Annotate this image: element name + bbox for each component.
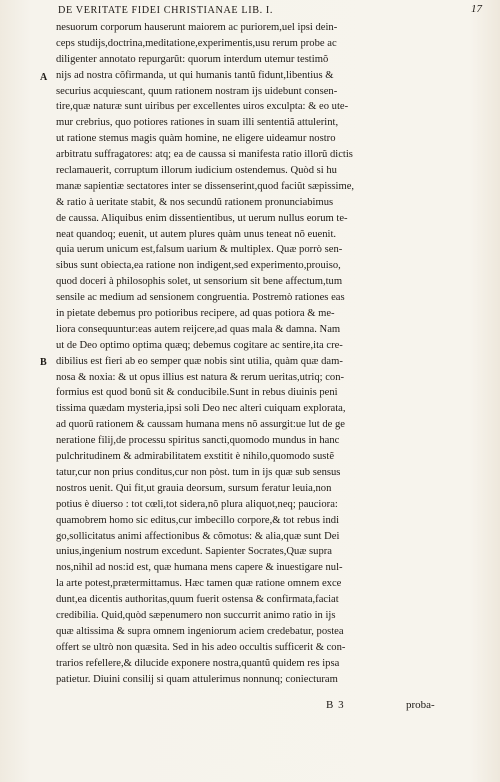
text-line: sibus sunt obiecta,ea ratione non indigent,sed experimento,prouiso, bbox=[56, 260, 341, 272]
page-number: 17 bbox=[471, 3, 482, 15]
text-line: tatur,cur non prius conditus,cur non pòst. tum in ijs quæ sub sensus bbox=[56, 466, 341, 478]
text-line: potius è diuerso : tot cœli,tot sidera,nõ plura aliquot,neq; pauciora: bbox=[56, 498, 338, 510]
text-line: nosa & noxia: & ut opus illius est natura & rerum ueritas,utriq; con- bbox=[56, 371, 345, 383]
text-line: go,sollicitatus animi affectionibus & cõmotus: & alia,quæ sunt Dei bbox=[56, 530, 340, 542]
text-line: dibilius est fieri ab eo semper quæ nobis sint utilia, quàm quæ dam- bbox=[56, 355, 343, 367]
text-block bbox=[56, 20, 466, 687]
text-line: ceps studijs,doctrina,meditatione,experimentis,usu rerum probe ac bbox=[56, 37, 337, 49]
text-line: diligenter annotato repurgarũt: quorum interdum utemur testimõ bbox=[56, 53, 329, 65]
text-line: nesuorum corporum hauserunt maiorem ac puriorem,uel ipsi dein- bbox=[56, 22, 338, 33]
text-line: quæ altissima & supra omnem ingeniorum aciem credebatur, postea bbox=[56, 625, 344, 637]
text-line: ad quorũ rationem & caussam humana mens nõ assurgit:ue lut de ge bbox=[56, 419, 346, 431]
text-line: trarios refellere,& dilucide exponere nostra,quantũ quidem res ipsa bbox=[56, 657, 340, 669]
text-line: credibilia. Quid,quòd sæpenumero non succurrit animo ratio in ijs bbox=[56, 609, 336, 621]
text-line: pulchritudinem & admirabilitatem exstitit è nihilo,quomodo sustẽ bbox=[56, 451, 335, 463]
text-line: unius,ingenium nostrum excedunt. Sapienter Socrates,Quæ supra bbox=[56, 546, 332, 558]
running-title: DE VERITATE FIDEI CHRISTIANAE LIB. I. bbox=[58, 5, 274, 16]
text-line: dunt,ea dicentis authoritas,quum fuerit ostensa & confirmata,faciat bbox=[56, 594, 339, 606]
text-line: ut ratione stemus magis quàm homine, ne eligere uideamur nostro bbox=[56, 133, 336, 145]
text-line: nostros uenit. Qui fit,ut grauia deorsum, sursum feratur leuia,non bbox=[56, 482, 332, 494]
text-line: neratione filij,de processu spiritus sancti,quomodo mundus in hanc bbox=[56, 435, 340, 447]
margin-marker-a: A bbox=[40, 72, 48, 83]
signature-mark: B 3 bbox=[326, 699, 345, 711]
text-line: patietur. Diuini consilij si quam attulerimus nonnunq; coniecturam bbox=[56, 673, 338, 685]
text-line: manæ sapientiæ sectatores inter se dissenserint,quod faciũt sæpissime, bbox=[56, 180, 355, 192]
text-line: tissima quædam mysteria,ipsi soli Deo nec alteri cuiquam explorata, bbox=[56, 403, 346, 415]
text-line: nijs ad nostra cõfirmanda, ut qui humanis tantũ fidunt,libentius & bbox=[56, 69, 334, 81]
text-line: sensile ac medium ad sensionem congruentia. Postremò rationes eas bbox=[56, 292, 345, 304]
text-line: arbitratu suffragatores: atq; ea de caussa si manifesta ratio illorũ dictis bbox=[56, 149, 353, 161]
catchword: proba- bbox=[406, 699, 435, 711]
text-line: mur crebrius, quo potiores rationes in suam illi sententiã attulerint, bbox=[56, 117, 339, 129]
text-line: in pietate debemus pro potioribus recipere, ad quas potiora & me- bbox=[56, 308, 335, 320]
text-line: quamobrem homo sic editus,cur imbecillo corpore,& tot rebus indi bbox=[56, 514, 340, 526]
text-line: ut de Deo optimo optima quæq; debemus cogitare ac sentire,ita cre- bbox=[56, 339, 343, 351]
text-line: offert se ultrò non quæsita. Sed in his adeo occultis sufficerit & con- bbox=[56, 641, 346, 653]
text-line: la arte potest,prætermittamus. Hæc tamen quæ ratione omnem exce bbox=[56, 578, 342, 590]
text-line: securius acquiescant, quum rationem nostram ijs uidebunt consen- bbox=[56, 85, 338, 97]
text-line: & ratio à ueritate stabit, & nos secundũ rationem pronunciabimus bbox=[56, 196, 334, 208]
text-line: quia uerum unicum est,falsum uarium & multiplex. Quæ porrò sen- bbox=[56, 244, 343, 256]
text-line: neat quandoq; euenit, ut autem plures quàm unus teneat nõ euenit. bbox=[56, 228, 337, 240]
text-line: reclamauerit, corruptum illorum iudicium ostendemus. Quòd si hu bbox=[56, 165, 337, 177]
text-line: formius est quod bonũ sit & conducibile.Sunt in rebus diuinis peni bbox=[56, 387, 338, 399]
text-line: tire,quæ naturæ sunt uiribus per excellentes uiros exculpta: & eo ute- bbox=[56, 101, 349, 113]
text-line: liora consequuntur:eas autem reijcere,ad quas mala & damna. Nam bbox=[56, 323, 341, 335]
margin-marker-b: B bbox=[40, 357, 47, 368]
text-line: quod doceri à philosophis solet, ut sensorium sit bene affectum,tum bbox=[56, 276, 343, 288]
text-line: nos,nihil ad nos:id est, quæ humana mens capere & inuestigare nul- bbox=[56, 562, 343, 574]
text-line: de caussa. Aliquibus enim dissentientibus, ut uerum nullus eorum te- bbox=[56, 212, 348, 224]
